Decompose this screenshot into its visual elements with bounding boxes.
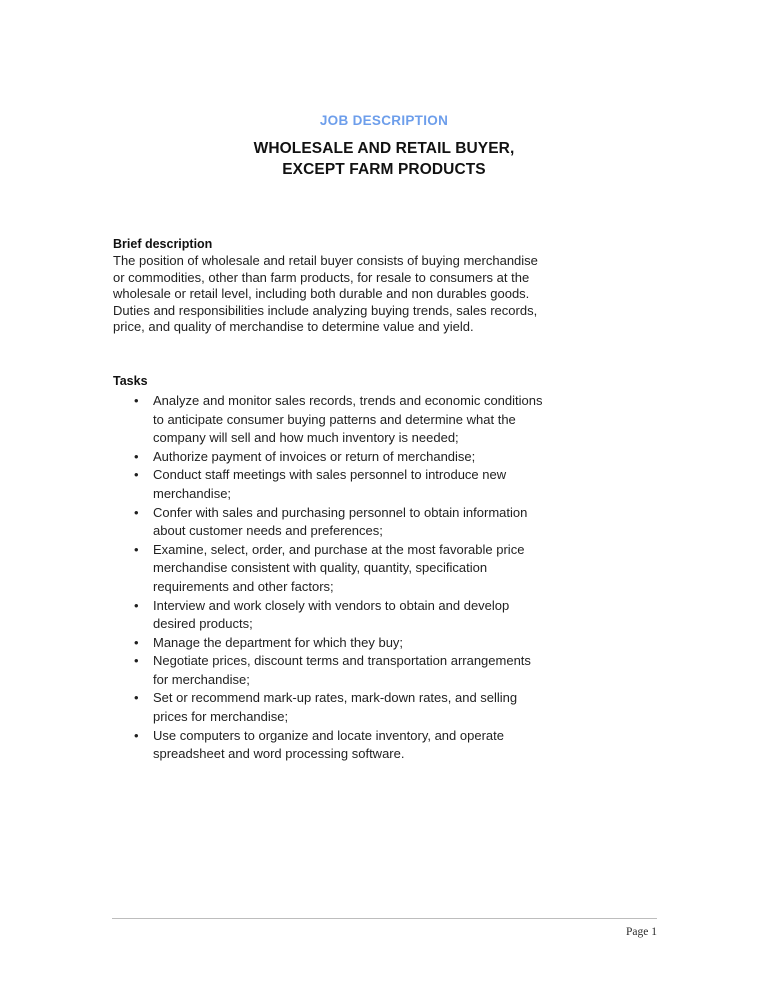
task-item-label: Interview and work closely with vendors to obtain and develop desired products;: [153, 597, 510, 632]
task-item: [113, 466, 543, 503]
page-title-line-1: WHOLESALE AND RETAIL BUYER,: [253, 140, 515, 157]
task-item-label: Manage the department for which they buy;: [153, 634, 404, 650]
bullet-icon: •: [134, 653, 139, 669]
brief-description-section: [113, 236, 543, 336]
tasks-section: [113, 373, 543, 764]
bullet-icon: •: [134, 504, 139, 520]
task-item: [113, 448, 543, 467]
task-item: [113, 652, 543, 689]
footer-divider: [112, 918, 657, 919]
task-item: [113, 634, 543, 653]
bullet-icon: •: [134, 448, 139, 464]
tasks-list: [113, 392, 543, 764]
task-item-label: Conduct staff meetings with sales personnel to introduce new merchandise;: [153, 467, 507, 501]
task-item-label: Analyze and monitor sales records, trends and economic conditions to anticipate consumer buying patterns and determine what the company will sell and how much inventory is needed;: [153, 392, 543, 446]
page-footer: [112, 918, 657, 939]
task-item-label: Examine, select, order, and purchase at the most favorable price merchandise consistent with quality, quantity, specification requirements and other factors;: [153, 541, 525, 594]
bullet-icon: •: [134, 541, 139, 557]
bullet-icon: •: [134, 690, 139, 706]
task-item-label: Authorize payment of invoices or return of merchandise;: [153, 448, 476, 464]
page-title-line-2: EXCEPT FARM PRODUCTS: [282, 161, 486, 178]
bullet-icon: •: [134, 634, 139, 650]
page-title: [0, 138, 768, 180]
bullet-icon: •: [134, 597, 139, 613]
task-item: [113, 392, 543, 448]
task-item-label: Confer with sales and purchasing personnel to obtain information about customer needs and preferences;: [153, 504, 528, 539]
task-item: [113, 541, 543, 597]
brief-description-heading: Brief description: [113, 237, 213, 251]
page-number: Page 1: [626, 926, 657, 938]
tasks-heading: Tasks: [113, 373, 148, 388]
task-item-label: Use computers to organize and locate inventory, and operate spreadsheet and word processing software.: [153, 727, 504, 762]
task-item-label: Negotiate prices, discount terms and transportation arrangements for merchandise;: [153, 653, 531, 687]
task-item: [113, 504, 543, 541]
document-header: [0, 112, 768, 180]
bullet-icon: •: [134, 727, 139, 743]
task-item: [113, 597, 543, 634]
task-item-label: Set or recommend mark-up rates, mark-down rates, and selling prices for merchandise;: [153, 690, 518, 725]
task-item: [113, 727, 543, 764]
document-kicker: JOB DESCRIPTION: [319, 113, 449, 128]
document-content: [113, 236, 543, 764]
bullet-icon: •: [134, 467, 139, 483]
brief-description-text: The position of wholesale and retail buyer consists of buying merchandise or commodities, other than farm products, for resale to consumers at the wholesale or retail level, including both durable and non durables goods. Duties and responsibilities include analyzing buying trends, sales records, price, and quality of merchandise to determine value and yield.: [113, 253, 538, 335]
task-item: [113, 689, 543, 726]
bullet-icon: •: [134, 392, 139, 408]
